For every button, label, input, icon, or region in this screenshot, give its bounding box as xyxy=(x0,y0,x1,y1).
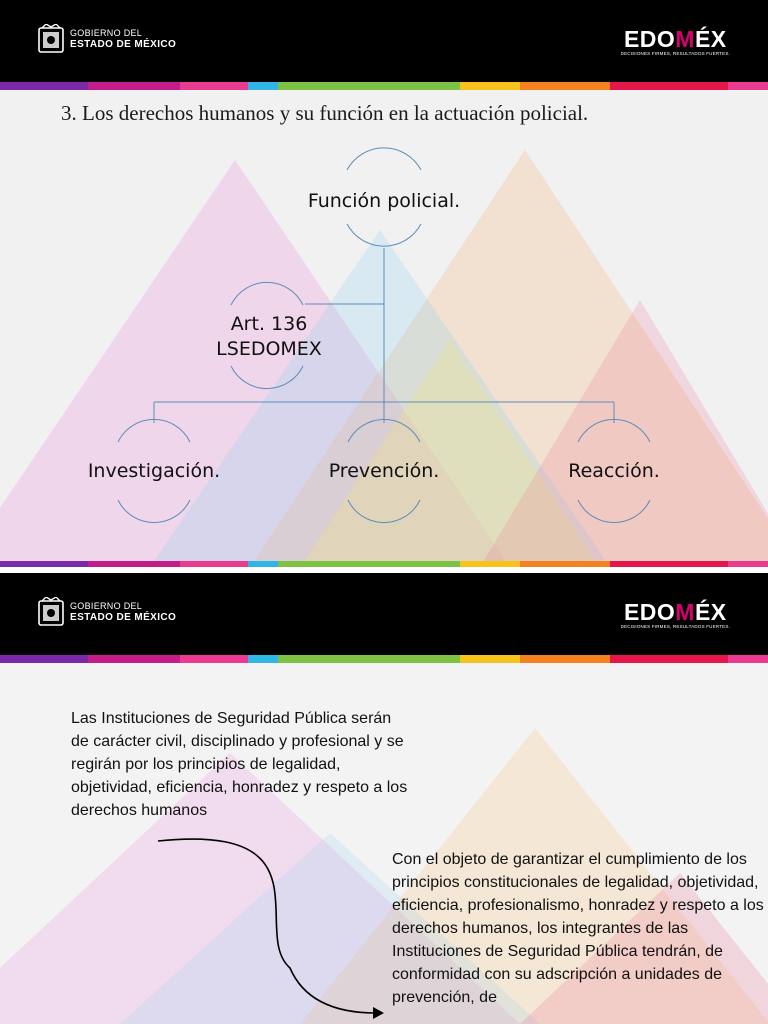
node-prevencion: Prevención. xyxy=(328,460,440,482)
gov-line-1: GOBIERNO DEL xyxy=(70,601,143,611)
gov-line-2: ESTADO DE MÉXICO xyxy=(70,612,177,623)
text-block-left: Las Instituciones de Seguridad Pública serán de carácter civil, disciplinado y profesional y se regirán por los principios de legalidad, objetividad, eficiencia, honradez y respeto a los derechos humanos xyxy=(71,710,408,819)
node-investigacion: Investigación. xyxy=(87,460,221,482)
arrow-head-icon xyxy=(373,1007,384,1019)
node-reaccion: Reacción. xyxy=(568,460,660,482)
slide-2 xyxy=(0,573,768,1024)
brand-pre: EDO xyxy=(623,26,676,52)
slide-title: 3. Los derechos humanos y su función en la actuación policial. xyxy=(61,101,589,125)
node-art-136-line1: Art. 136 xyxy=(230,313,308,335)
brand-post: ÉX xyxy=(694,599,727,625)
brand-m: M xyxy=(675,26,695,52)
text-block-right: Con el objeto de garantizar el cumplimiento de los principios constitucionales de legalidad, objetividad, eficiencia, profesionalismo, honradez y respeto a los derechos humanos, los integrantes de las Instituciones de Seguridad Pública tendrán, de conformidad con su adscripción a unidades de prevención, de xyxy=(392,851,764,1006)
brand-tagline: DECISIONES FIRMES, RESULTADOS FUERTES. xyxy=(620,51,730,56)
node-art-136-line2: LSEDOMEX xyxy=(216,338,322,360)
brand-pre: EDO xyxy=(623,599,676,625)
gov-line-2: ESTADO DE MÉXICO xyxy=(70,39,177,50)
node-funcion-policial: Función policial. xyxy=(307,190,461,212)
node-art-136 xyxy=(184,312,354,362)
brand-post: ÉX xyxy=(694,26,727,52)
brand-tagline: DECISIONES FIRMES, RESULTADOS FUERTES. xyxy=(620,624,730,629)
gov-line-1: GOBIERNO DEL xyxy=(70,28,143,38)
brand-m: M xyxy=(675,599,695,625)
